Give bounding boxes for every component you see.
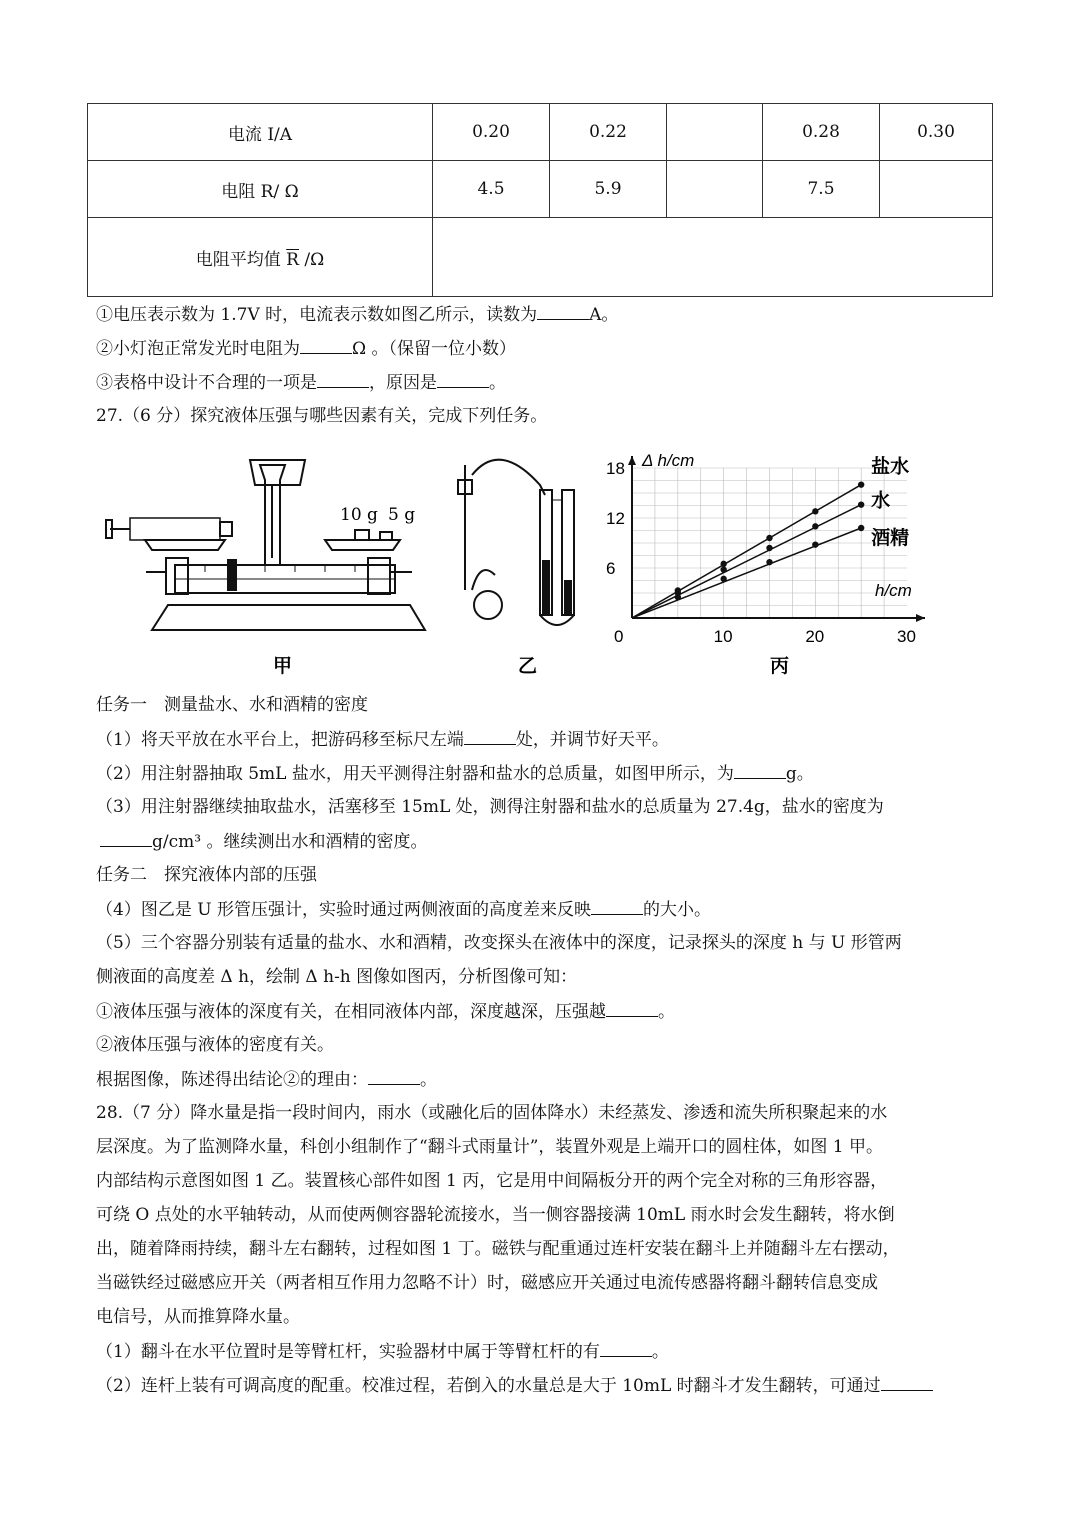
data-point — [812, 508, 818, 514]
x-tick-label: 20 — [805, 627, 825, 646]
figure-group — [100, 440, 980, 685]
answer-blank[interactable] — [300, 337, 352, 354]
table-cell — [667, 161, 763, 218]
q27-title: 27.（6 分）探究液体压强与哪些因素有关，完成下列任务。 — [96, 406, 548, 426]
y-tick-label: 12 — [606, 509, 625, 528]
table-cell — [667, 104, 763, 161]
data-point — [720, 576, 726, 582]
caption-bing: 丙 — [770, 655, 790, 677]
avg-unit: /Ω — [298, 249, 325, 270]
q27-step-5-cont: 侧液面的高度差 Δ h，绘制 Δ h-h 图像如图丙，分析图像可知： — [96, 967, 578, 987]
u-tube-figure — [458, 460, 574, 625]
row-label: 电阻 R/ Ω — [88, 161, 433, 218]
r-bar-symbol: $\overline{R}$ — [286, 249, 299, 270]
x-axis-label: h/cm — [875, 581, 912, 600]
y-axis-arrow — [628, 456, 636, 465]
data-point — [766, 545, 772, 551]
data-point — [858, 501, 864, 507]
data-point — [766, 559, 772, 565]
q26-line-2: ②小灯泡正常发光时电阻为 Ω 。（保留一位小数） — [96, 339, 516, 359]
answer-blank[interactable] — [881, 1374, 933, 1391]
data-point — [675, 594, 681, 600]
x-tick-label: 0 — [614, 627, 624, 646]
answer-blank[interactable] — [606, 1000, 658, 1017]
q28-step-2: （2）连杆上装有可调高度的配重。校准过程，若倒入的水量总是大于 10mL 时翻斗才发生翻转，可通过 — [96, 1374, 933, 1397]
q27-step-2: （2）用注射器抽取 5mL 盐水，用天平测得注射器和盐水的总质量，如图甲所示，为 g。 — [96, 764, 814, 784]
q28-para-1: 28.（7 分）降水量是指一段时间内，雨水（或融化后的固体降水）未经蒸发、渗透和流失所积聚起来的水 — [96, 1103, 888, 1123]
weight-5g-label: 5 g — [388, 505, 416, 525]
q27-conclusion-1: ①液体压强与液体的深度有关，在相同液体内部，深度越深，压强越 。 — [96, 1002, 675, 1022]
q28-para-4: 可绕 O 点处的水平轴转动，从而使两侧容器轮流接水，当一侧容器接满 10mL 雨水时会发生翻转，将水倒 — [96, 1205, 895, 1225]
data-point — [858, 525, 864, 531]
q27-reason: 根据图像，陈述得出结论②的理由： 。 — [96, 1070, 437, 1090]
row-label — [88, 218, 433, 297]
series-label: 盐水 — [871, 455, 910, 478]
data-point — [766, 535, 772, 541]
depth-pressure-chart — [606, 451, 925, 646]
y-axis-label: Δ h/cm — [642, 451, 695, 470]
x-tick-label: 30 — [897, 627, 916, 646]
y-tick-label: 6 — [606, 559, 616, 578]
x-axis-arrow — [916, 614, 925, 622]
answer-blank[interactable] — [464, 728, 516, 745]
q27-step-3-cont: g/cm³ 。继续测出水和酒精的密度。 — [100, 830, 427, 853]
data-point — [858, 481, 864, 487]
answer-blank[interactable] — [591, 898, 643, 915]
x-tick-label: 10 — [713, 627, 733, 646]
q27-step-4: （4）图乙是 U 形管压强计，实验时通过两侧液面的高度差来反映 的大小。 — [96, 900, 711, 920]
q28-para-7: 电信号，从而推算降水量。 — [96, 1307, 300, 1327]
table-cell: 0.30 — [880, 104, 993, 161]
series-label: 水 — [871, 489, 891, 512]
answer-blank[interactable] — [317, 371, 369, 388]
table-cell — [880, 161, 993, 218]
table-cell: 0.28 — [763, 104, 880, 161]
y-tick-label: 18 — [606, 459, 625, 478]
q27-step-1: （1）将天平放在水平台上，把游码移至标尺左端 处，并调节好天平。 — [96, 730, 669, 750]
answer-blank[interactable] — [437, 371, 489, 388]
q28-para-2: 层深度。为了监测降水量，科创小组制作了“翻斗式雨量计”，装置外观是上端开口的圆柱体，如图 1 甲。 — [96, 1137, 884, 1157]
q28-step-1: （1）翻斗在水平位置时是等臂杠杆，实验器材中属于等臂杠杆的有 。 — [96, 1342, 669, 1362]
table-row — [88, 161, 993, 218]
q26-line-1: ①电压表示数为 1.7V 时，电流表示数如图乙所示，读数为 A。 — [96, 305, 619, 325]
caption-jia: 甲 — [273, 655, 293, 677]
q27-conclusion-2: ②液体压强与液体的密度有关。 — [96, 1035, 334, 1055]
answer-blank[interactable] — [734, 762, 786, 779]
data-point — [720, 561, 726, 567]
answer-blank[interactable] — [368, 1068, 420, 1085]
q27-step-3: （3）用注射器继续抽取盐水，活塞移至 15mL 处，测得注射器和盐水的总质量为 27.4g，盐水的密度为 — [96, 797, 884, 817]
avg-label: 电阻平均值 — [195, 249, 287, 270]
balance-figure — [106, 460, 425, 630]
weight-10g-label: 10 g — [340, 505, 378, 525]
q27-step-5: （5）三个容器分别装有适量的盐水、水和酒精，改变探头在液体中的深度，记录探头的深度 h 与 U 形管两 — [96, 933, 902, 953]
row-label: 电流 I/A — [88, 104, 433, 161]
table-row — [88, 218, 993, 297]
data-point — [812, 541, 818, 547]
q26-line-3: ③表格中设计不合理的一项是 ，原因是 。 — [96, 373, 506, 393]
table-cell: 5.9 — [550, 161, 667, 218]
series-label: 酒精 — [871, 527, 910, 549]
data-point — [812, 523, 818, 529]
answer-blank[interactable] — [100, 830, 152, 847]
caption-yi: 乙 — [518, 655, 538, 677]
table-cell: 4.5 — [433, 161, 550, 218]
table-cell: 7.5 — [763, 161, 880, 218]
data-table — [87, 103, 993, 297]
answer-blank[interactable] — [600, 1340, 652, 1357]
task1-heading: 任务一 测量盐水、水和酒精的密度 — [96, 695, 368, 715]
q28-para-3: 内部结构示意图如图 1 乙。装置核心部件如图 1 丙，它是用中间隔板分开的两个完全对称的三角形容器， — [96, 1171, 888, 1191]
table-row — [88, 104, 993, 161]
q28-para-6: 当磁铁经过磁感应开关（两者相互作用力忽略不计）时，磁感应开关通过电流传感器将翻斗翻转信息变成 — [96, 1273, 878, 1293]
data-point — [720, 566, 726, 572]
table-cell: 0.20 — [433, 104, 550, 161]
task2-heading: 任务二 探究液体内部的压强 — [96, 865, 317, 885]
table-cell: 0.22 — [550, 104, 667, 161]
q28-para-5: 出，随着降雨持续，翻斗左右翻转，过程如图 1 丁。磁铁与配重通过连杆安装在翻斗上并随翻斗左右摆动， — [96, 1239, 900, 1259]
answer-blank[interactable] — [537, 303, 589, 320]
table-cell — [433, 218, 993, 297]
